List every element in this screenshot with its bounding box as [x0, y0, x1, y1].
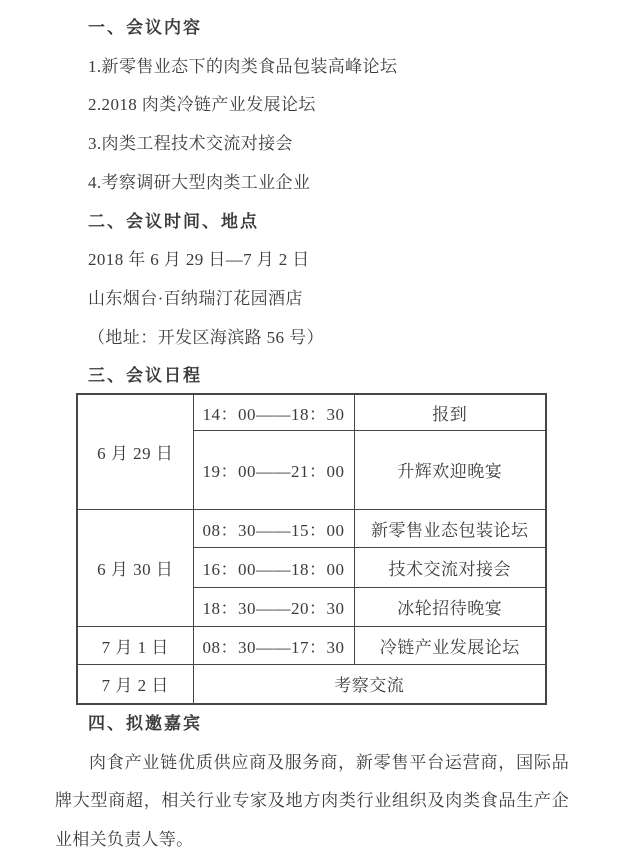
- meeting-date-line: 2018 年 6 月 29 日—7 月 2 日: [88, 250, 310, 270]
- table-row: [77, 626, 546, 664]
- section-heading-invited-guests: 四、拟邀嘉宾: [88, 714, 202, 734]
- schedule-table: [76, 393, 547, 705]
- activity-cell: 报到: [354, 394, 546, 430]
- date-cell: 6 月 30 日: [77, 509, 193, 626]
- table-row: [77, 394, 546, 430]
- table-row: [77, 509, 546, 547]
- activity-cell: 考察交流: [193, 664, 546, 704]
- time-cell: 08：30——17：30: [193, 626, 354, 664]
- invited-guests-paragraph: 肉食产业链优质供应商及服务商，新零售平台运营商，国际品牌大型商超，相关行业专家及地方肉类行业组织及肉类食品生产企业相关负责人等。: [55, 752, 569, 850]
- list-item: 3.肉类工程技术交流对接会: [88, 134, 293, 154]
- meeting-venue-line: 山东烟台·百纳瑞汀花园酒店: [88, 288, 303, 308]
- meeting-address-line: （地址：开发区海滨路 56 号）: [88, 327, 324, 347]
- time-cell: 14：00——18：30: [193, 394, 354, 430]
- activity-cell: 新零售业态包装论坛: [354, 509, 546, 547]
- activity-cell: 冷链产业发展论坛: [354, 626, 546, 664]
- section-heading-agenda: 三、会议日程: [88, 366, 202, 386]
- section-heading-time-place: 二、会议时间、地点: [88, 211, 259, 231]
- time-cell: 19：00——21：00: [193, 430, 354, 509]
- table-row: [77, 664, 546, 704]
- date-cell: 7 月 2 日: [77, 664, 193, 704]
- activity-cell: 冰轮招待晚宴: [354, 587, 546, 626]
- time-cell: 18：30——20：30: [193, 587, 354, 626]
- list-item: 1.新零售业态下的肉类食品包装高峰论坛: [88, 56, 398, 76]
- list-item: 2.2018 肉类冷链产业发展论坛: [88, 95, 316, 115]
- activity-cell: 技术交流对接会: [354, 547, 546, 587]
- time-cell: 16：00——18：00: [193, 547, 354, 587]
- date-cell: 6 月 29 日: [77, 394, 193, 509]
- date-cell: 7 月 1 日: [77, 626, 193, 664]
- list-item: 4.考察调研大型肉类工业企业: [88, 172, 311, 192]
- time-cell: 08：30——15：00: [193, 509, 354, 547]
- activity-cell: 升辉欢迎晚宴: [354, 430, 546, 509]
- section-heading-meeting-content: 一、会议内容: [88, 18, 202, 37]
